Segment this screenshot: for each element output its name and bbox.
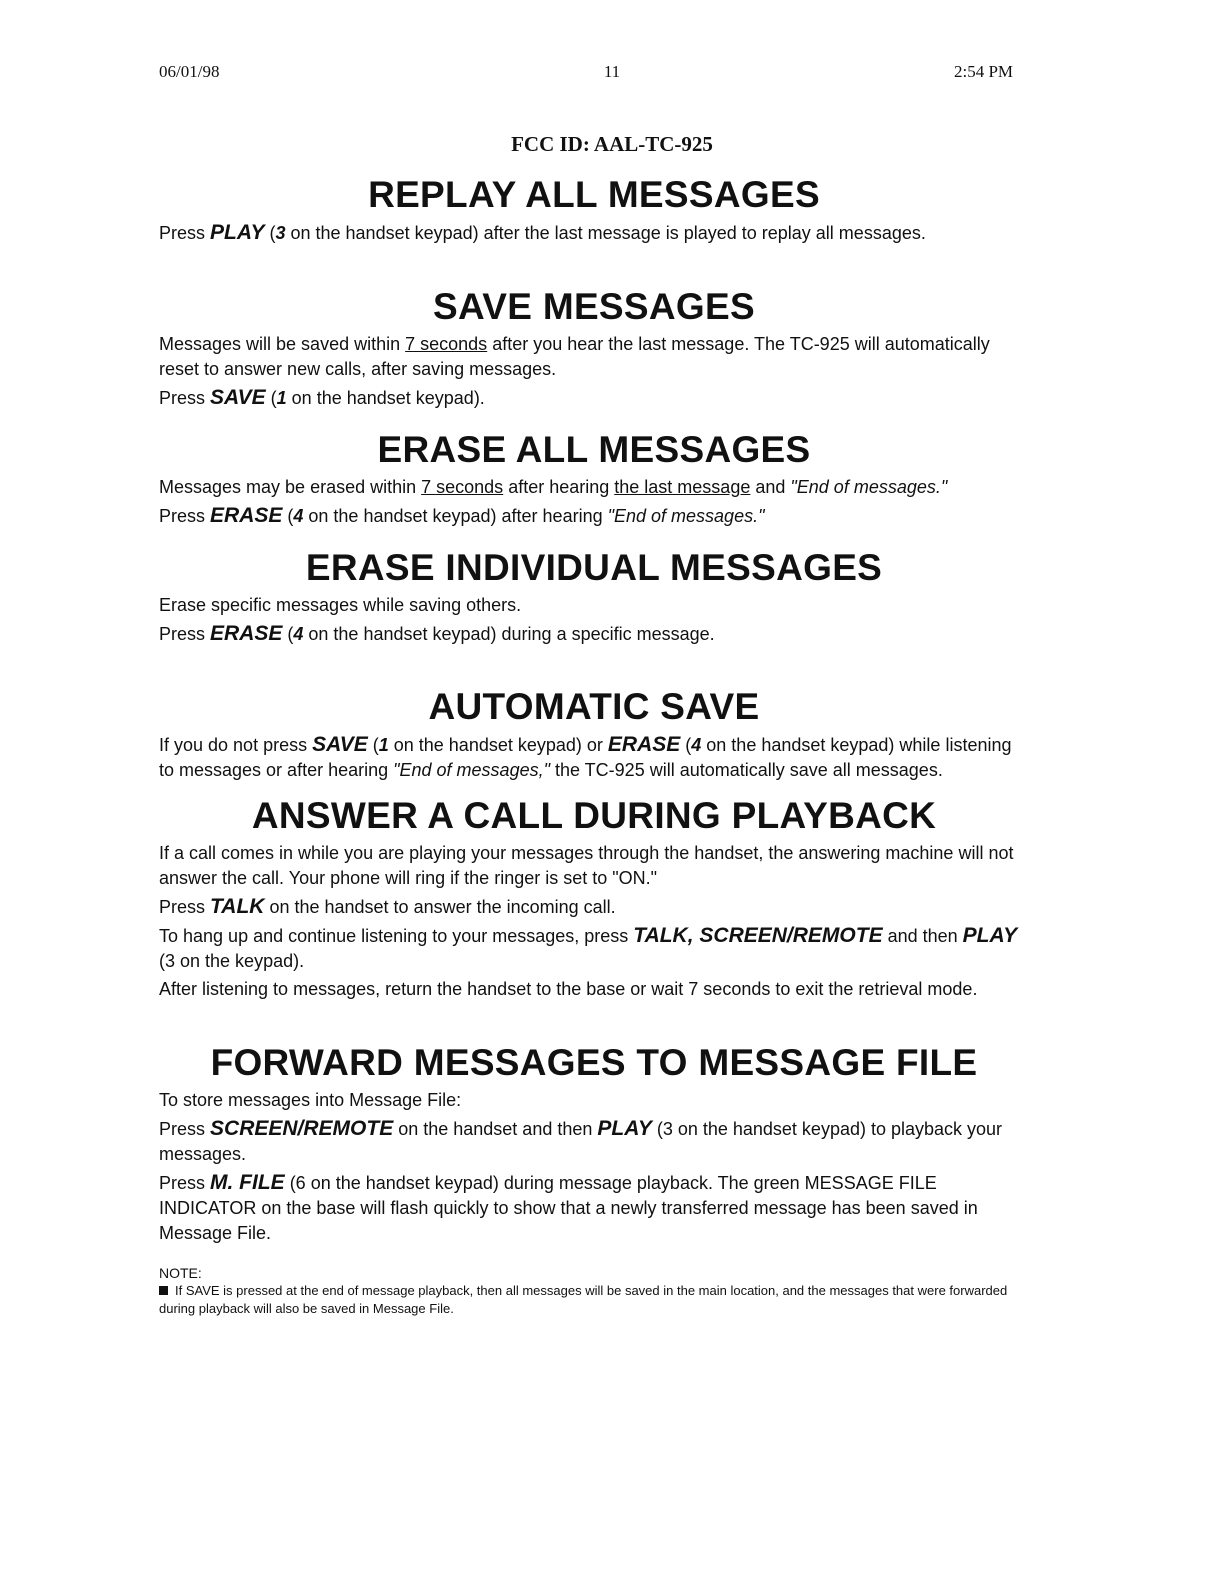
heading-answer-call: ANSWER A CALL DURING PLAYBACK [251,795,937,836]
key-screen-remote: SCREEN/REMOTE [210,1117,394,1140]
save-instruction: Press SAVE (1 on the handset keypad). [159,386,485,409]
replay-text: Press PLAY (3 on the handset keypad) after the last message is played to replay all messages. [159,221,926,244]
forward-mfile: Press M. FILE (6 on the handset keypad) during message playback. The green MESSAGE FILE INDICATOR on the base will flash quickly to show that a newly transferred message has been saved in Message File. [159,1171,978,1243]
heading-replay-all: REPLAY ALL MESSAGES [368,174,820,215]
answer-call-after: After listening to messages, return the handset to the base or wait 7 seconds to exit the retrieval mode. [159,979,978,999]
heading-save-messages: SAVE MESSAGES [433,286,755,327]
key-erase: ERASE [210,504,283,527]
header-time: 2:54 PM [954,62,1014,81]
key-m-file: M. FILE [210,1171,285,1194]
save-text: Messages will be saved within 7 seconds after you hear the last message. The TC-925 will automatically reset to answer new calls, after saving messages. [159,334,990,379]
heading-erase-individual: ERASE INDIVIDUAL MESSAGES [305,547,883,588]
section-automatic-save [159,684,1029,783]
key-talk: TALK [210,895,265,918]
document-body [159,172,1029,1318]
forward-playback: Press SCREEN/REMOTE on the handset and then PLAY (3 on the handset keypad) to playback your messages. [159,1117,1003,1164]
section-forward-messages [159,1040,1029,1246]
answer-call-hangup: To hang up and continue listening to your messages, press TALK, SCREEN/REMOTE and then PLAY (3 on the keypad). [159,924,1018,971]
key-erase: ERASE [607,733,681,756]
automatic-save-text: If you do not press SAVE (1 on the handset keypad) or ERASE (4 on the handset keypad) while listening to messages or after hearing "End of messages," the TC-925 will automatically save all messages. [159,733,1012,780]
section-erase-individual [159,545,1029,647]
answer-call-text: If a call comes in while you are playing your messages through the handset, the answering machine will not answer the call. Your phone will ring if the ringer is set to "ON." [159,843,1014,888]
section-answer-call [159,793,1029,1002]
erase-individual-instruction: Press ERASE (4 on the handset keypad) during a specific message. [159,622,715,645]
key-play: PLAY [962,924,1018,947]
answer-call-talk: Press TALK on the handset to answer the incoming call. [159,895,616,918]
erase-all-instruction: Press ERASE (4 on the handset keypad) after hearing "End of messages." [159,504,765,527]
key-save: SAVE [312,733,368,756]
section-save-messages [159,284,1029,411]
key-play: PLAY [210,221,265,244]
key-talk-screen-remote: TALK, SCREEN/REMOTE [633,924,883,947]
section-erase-all [159,427,1029,529]
key-erase: ERASE [210,622,283,645]
note-item: If SAVE is pressed at the end of message playback, then all messages will be saved in the main location, and the messages that were forwarded during playback will also be saved in Message File. [159,1283,1008,1316]
forward-intro: To store messages into Message File: [159,1090,462,1110]
key-play: PLAY [597,1117,652,1140]
key-save: SAVE [210,386,266,409]
heading-erase-all: ERASE ALL MESSAGES [377,429,811,470]
heading-forward-messages: FORWARD MESSAGES TO MESSAGE FILE [210,1042,978,1083]
header-page-number: 11 [603,62,621,81]
note-label: NOTE: [159,1265,202,1281]
erase-individual-text: Erase specific messages while saving others. [159,595,522,615]
fcc-id: FCC ID: AAL-TC-925 [511,132,713,156]
erase-all-text: Messages may be erased within 7 seconds after hearing the last message and "End of messages." [159,477,948,497]
heading-automatic-save: AUTOMATIC SAVE [428,686,760,727]
section-replay-all [159,172,1029,246]
header-date: 06/01/98 [159,62,220,81]
bullet-square-icon [159,1286,168,1295]
